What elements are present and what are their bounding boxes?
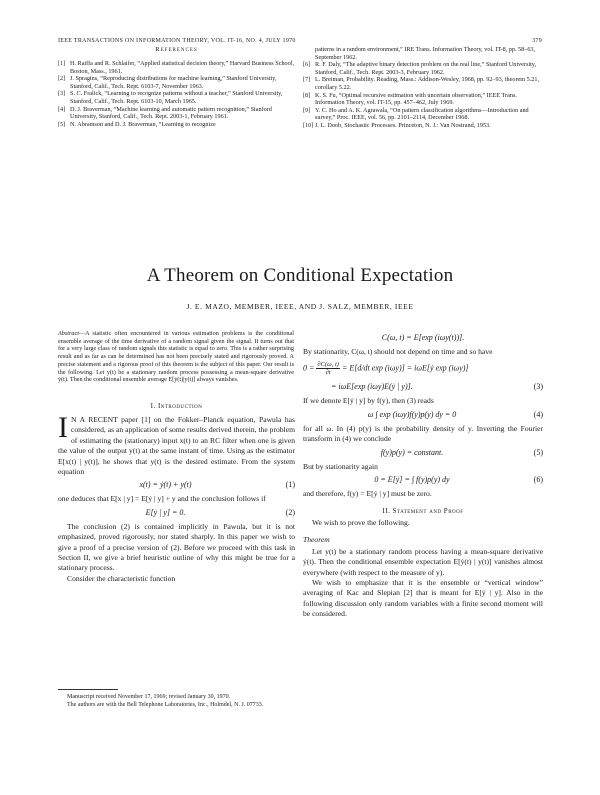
- reference-text: S. C. Fralick, “Learning to recognize patterns without a teacher,” Stanford University, Stanford, Calif., Tech. Rept. 6103-10, March 1965.: [70, 90, 283, 105]
- section-heading-statement-and-proof: II. Statement and Proof: [382, 507, 464, 516]
- reference-list: [303, 46, 543, 130]
- reference-number: [5]: [58, 120, 66, 128]
- reference-text: patterns in a random environment,” IRE Trans. Information Theory, vol. IT-8, pp. 58–63, September 1962.: [315, 46, 536, 61]
- abstract: [58, 330, 294, 384]
- reference-entry: [303, 76, 543, 91]
- reference-entry: [303, 46, 543, 61]
- reference-entry: [58, 90, 295, 105]
- theorem-statement: Let y(t) be a stationary random process having a mean-square derivative ẏ(t). Then the conditional ensemble expectation E[ẏ(t) | y(t)] vanishes almost everywhere (with respect to the measure of y).: [303, 546, 543, 577]
- reference-number: [10]: [303, 121, 314, 129]
- reference-text: J. Spragins, “Reproducing distributions for machine learning,” Stanford University, Stanford, Calif., Tech. Rept. 6103-7, November 1963.: [70, 75, 277, 90]
- reference-number: [1]: [58, 60, 66, 67]
- right-column-body: [303, 330, 543, 620]
- reference-text: N. Abramson and D. J. Braverman, “Learning to recognize: [70, 120, 216, 128]
- introduction-body: [58, 411, 295, 584]
- equation-5: f(y)p(y) = constant. (5): [380, 447, 543, 457]
- reference-number: [8]: [303, 91, 311, 99]
- reference-number: [9]: [303, 106, 311, 114]
- reference-text: R. F. Daly, “The adaptive binary detection problem on the real line,” Stanford University, Stanford, Calif., Tech. Rept. 2003-3, February 1962.: [315, 61, 537, 76]
- footnote-rule: [58, 689, 118, 690]
- reference-text: J. L. Doob, Stochastic Processes. Princeton, N. J.: Van Nostrand, 1953.: [315, 121, 491, 129]
- equation-characteristic-function: C(ω, t) = E[exp (iωy(t))].: [381, 333, 465, 342]
- reference-entry: [303, 122, 543, 130]
- theorem-label: Theorem: [303, 534, 330, 544]
- reference-text: D. J. Braverman, “Machine learning and automatic pattern recognition,” Stanford University, Stanford, Calif., Tech. Rept. 2003-1, February 1961.: [70, 105, 272, 121]
- reference-text: Y. C. Ho and A. K. Agrawala, “On pattern classification algorithms—Introduction and survey,” Proc. IEEE, vol. 56, pp. 2101–2114, December 1968.: [315, 106, 529, 122]
- reference-entry: [303, 92, 543, 107]
- reference-number: [4]: [58, 105, 66, 113]
- reference-text: H. Raiffa and R. Schlaifer, “Applied statistical decision theory,” Harvard Business School, Boston, Mass., 1961.: [70, 60, 294, 75]
- references-right-column: [303, 46, 543, 130]
- section-heading-introduction: I. Introduction: [150, 402, 203, 410]
- drop-cap: I: [58, 411, 68, 444]
- body-paragraph: If we denote E[ẏ | y] by f(y), then (3) reads: [303, 396, 434, 406]
- body-paragraph: But by stationarity again: [303, 461, 378, 471]
- footnotes: [58, 694, 295, 709]
- page-number: 379: [532, 38, 542, 44]
- reference-list: [58, 60, 295, 128]
- reference-number: [6]: [303, 61, 311, 69]
- equation-1: x(t) = ẏ(t) + y(t) (1): [139, 480, 295, 490]
- reference-entry: [58, 121, 295, 129]
- reference-text: L. Breiman, Probability. Reading, Mass.: Addison-Wesley, 1968, pp. 92–93, theorem 5.21, corollary 5.22.: [315, 76, 539, 91]
- equation-3: 0 = $\frac{\partial C(\omega, t)}{\partial t}$ = E[d/dt exp (iωy)] = iωE[ẏ exp (iωy)]: [303, 361, 469, 377]
- body-paragraph: By stationarity, C(ω, t) should not depend on time and so have: [303, 347, 493, 356]
- journal-name: IEEE TRANSACTIONS ON INFORMATION THEORY, VOL. IT-16, NO. 4, JULY 1970: [58, 38, 296, 44]
- reference-entry: [58, 60, 295, 75]
- footnote-manuscript: Manuscript received November 17, 1969; revised January 30, 1970.: [67, 694, 231, 700]
- reference-number: [3]: [58, 90, 66, 98]
- references-heading: References: [155, 46, 198, 53]
- reference-entry: [58, 106, 295, 121]
- article-title: A Theorem on Conditional Expectation: [146, 265, 454, 286]
- body-paragraph: and therefore, f(y) = E[ẏ | y] must be zero.: [303, 489, 432, 499]
- body-paragraph: We wish to emphasize that it is the ensemble or “vertical window” averaging of Kac and Slepian [2] that is meant for E[ẏ | y]. Also in the following discussion only random variables with a finite second moment will be considered.: [303, 578, 543, 619]
- equation-3-continued: = iωE[exp (iωy)E(ẏ | y)]. (3): [331, 382, 543, 392]
- intro-paragraph: I N A RECENT paper [1] on the Fokker–Planck equation, Pawula has considered, as an application of some results derived therein, the problem of estimating the (stationary) input x(t) to an RC filter when one is given the value of the output y(t) at the same instant of time. Using as the estimator E[x(t) | y(t)], he shows that y(t) is the desired estimate. From the system equation: [58, 411, 295, 477]
- equation-2: E[ẏ | y] = 0. (2): [145, 507, 295, 517]
- reference-number: [7]: [303, 76, 311, 84]
- abstract-text: —A statistic often encountered in various estimation problems is the conditional ensemble average of the time derivative of a random signal given the signal. It turns out that for a very large class of random signals this statistic is equal to zero. This is a rather surprising result and as far as can be determined has not been precisely stated and rigorously proved. A precise statement and a rigorous proof of this theorem is the subject of this paper. Our result is the following. Let y(t) be a stationary random process possessing a mean-square derivative ẏ(t). Then the conditional ensemble average E[ẏ(t)|y(t)] always vanishes.: [58, 330, 294, 384]
- abstract-label: Abstract: [58, 330, 79, 337]
- reference-entry: [303, 61, 543, 76]
- reference-number: [2]: [58, 75, 66, 83]
- reference-entry: [58, 75, 295, 90]
- reference-entry: [303, 107, 543, 122]
- article-authors: J. E. MAZO, MEMBER, IEEE, AND J. SALZ, MEMBER, IEEE: [186, 302, 414, 311]
- intro-paragraph: The conclusion (2) is contained implicitly in Pawula, but it is not emphasized, proved rigorously, nor stated sharply. In this paper we wish to give a proof of a precise version of (2). Before we proceed with this task in Section II, we give a brief heuristic outline of why this might be true for a stationary process.: [58, 521, 295, 573]
- footnote-affiliation: The authors are with the Bell Telephone Laboratories, Inc., Holmdel, N. J. 07733.: [67, 701, 264, 708]
- reference-text: K. S. Fu, “Optimal recursive estimation with uncertain observation,” IEEE Trans. Information Theory, vol. IT-15, pp. 457–462, July 1969.: [315, 91, 517, 107]
- intro-paragraph: one deduces that E[x | y] = E[ẏ | y] + y and the conclusion follows if: [58, 494, 266, 504]
- equation-6: 0 = E[ẏ] = ∫ f(y)p(y) dy (6): [374, 475, 543, 485]
- body-paragraph: for all ω. In (4) p(y) is the probability density of y. Inverting the Fourier transform in (4) we conclude: [303, 423, 543, 444]
- references-left-column: [58, 46, 295, 128]
- intro-paragraph: Consider the characteristic function: [67, 573, 176, 583]
- equation-4: ω ∫ exp (iωy)f(y)p(y) dy = 0 (4): [367, 409, 543, 419]
- body-paragraph: We wish to prove the following.: [312, 518, 410, 528]
